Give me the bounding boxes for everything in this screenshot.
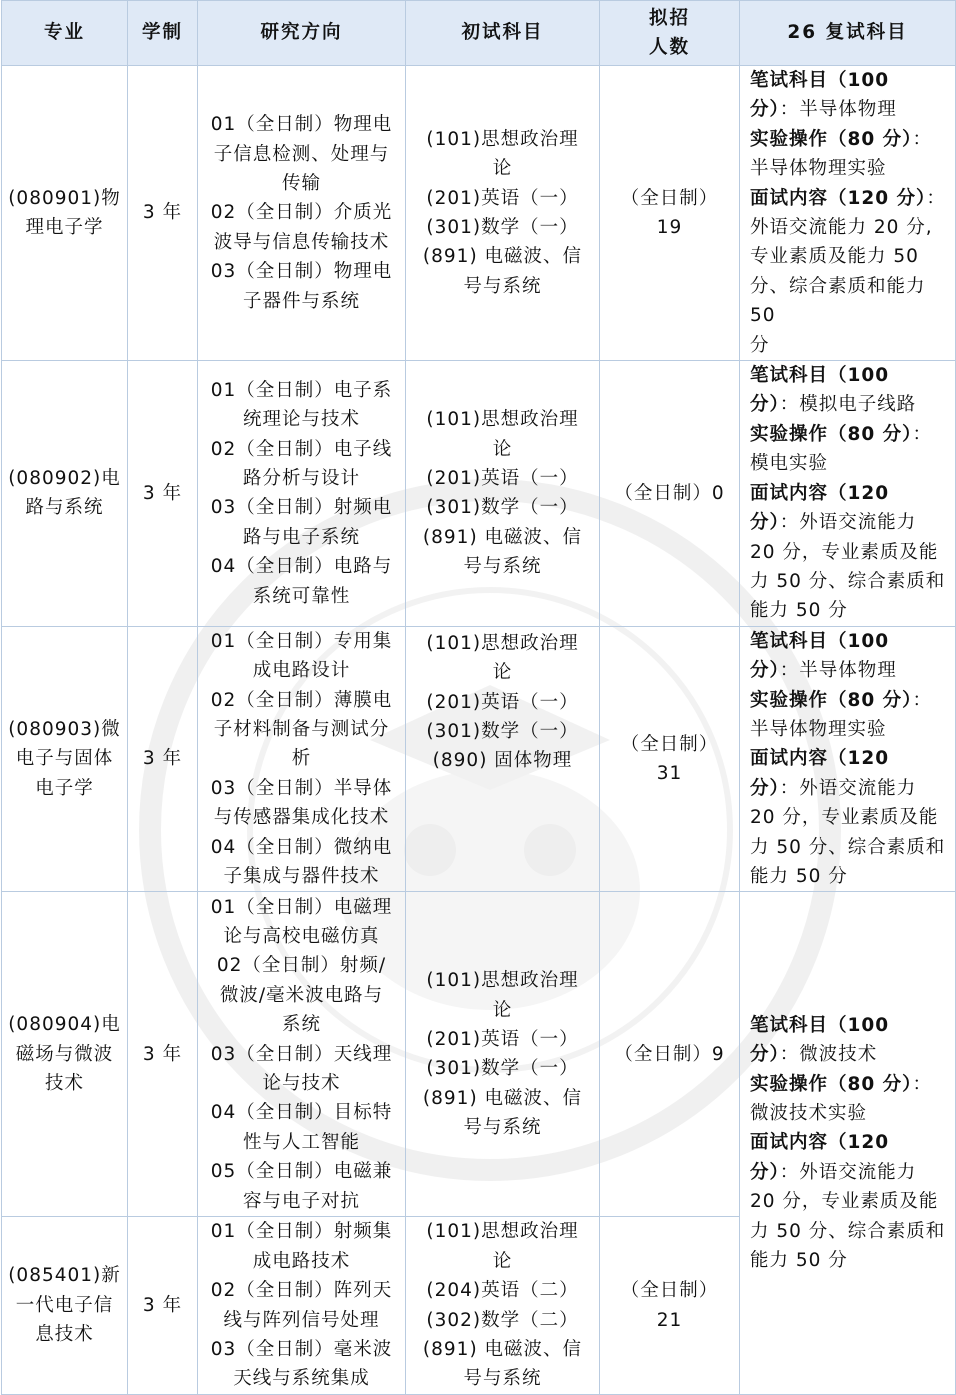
direction-line: 统理论与技术 [242,409,360,431]
exam-line: (201)英语（一） [426,187,579,209]
retest-cell [740,361,956,627]
retest-colon: ： [912,128,932,150]
major-text: (085401)新 [8,1265,121,1287]
direction-line: 波导与信息传输技术 [213,231,390,253]
retest-interview-line: 能力 50 分 [750,600,848,622]
direction-line: 03（全日制）射频电 [210,497,393,519]
retest-lab-value: 微波技术实验 [750,1102,868,1124]
quota-number: 21 [656,1309,683,1331]
retest-colon: ： [926,187,946,209]
direction-line: 01（全日制）电子系 [210,379,393,401]
exam-line: (301)数学（一） [426,217,579,239]
duration-cell: 3 年 [128,1217,198,1394]
major-cell [2,892,128,1217]
retest-interview-line: ：外语交流能力 [779,512,917,534]
retest-interview-line: 专业素质及能力 50 [750,246,919,268]
quota-cell [600,361,740,627]
retest-interview-line: 20 分，专业素质及能 [750,807,939,829]
direction-line: 论与技术 [262,1073,341,1095]
exam-line: (302)数学（二） [426,1309,579,1331]
retest-written-label: 笔试科目（100 [750,365,890,387]
retest-interview-line: 力 50 分、综合素质和 [750,570,946,592]
exam-line: (891) 电磁波、信 [422,526,583,548]
direction-line: 02（全日制）电子线 [210,438,393,460]
direction-cell [198,626,406,892]
major-text: 路与系统 [25,497,104,519]
retest-interview-label: 分） [750,1161,780,1183]
retest-lab-label: 实验操作（80 分） [750,128,913,150]
direction-line: 系统 [281,1014,321,1036]
retest-lab-value: 半导体物理实验 [750,718,887,740]
table-row [2,66,956,361]
retest-written-label: 笔试科目（100 [750,70,890,91]
exam-line: (891) 电磁波、信 [422,1087,583,1109]
retest-lab-label: 实验操作（80 分） [750,689,913,711]
direction-line: 05（全日制）电磁兼 [210,1161,393,1183]
direction-line: 03（全日制）天线理 [210,1043,393,1065]
exam-line: (891) 电磁波、信 [422,246,583,268]
exam-cell [406,626,600,892]
header-major: 专业 [2,1,128,66]
direction-line: 论与高校电磁仿真 [223,926,380,948]
retest-interview-label: 面试内容（120 [750,748,890,770]
retest-lab-value: 模电实验 [750,453,829,475]
retest-colon: ： [912,423,932,445]
exam-line: (301)数学（一） [426,1058,579,1080]
exam-line: 号与系统 [463,1117,542,1139]
retest-written-label: 分） [750,1044,780,1066]
direction-line: 子集成与器件技术 [223,865,380,887]
exam-line: (301)数学（一） [426,720,579,742]
retest-interview-label: 面试内容（120 [750,1132,890,1154]
direction-cell [198,361,406,627]
major-cell [2,626,128,892]
exam-line: 号与系统 [463,275,542,297]
quota-text: （全日制）9 [614,1043,725,1065]
direction-line: 与传感器集成化技术 [213,807,390,829]
quota-number: 19 [656,217,683,239]
direction-line: 04（全日制）目标特 [210,1102,393,1124]
retest-interview-label: 分） [750,512,780,534]
header-retest: 26 复试科目 [740,1,956,66]
major-text: 一代电子信 [15,1294,114,1316]
header-quota-line1: 拟招 [648,7,690,29]
quota-number: 31 [656,763,683,785]
quota-cell [600,626,740,892]
major-text: (080901)物 [8,187,121,209]
direction-line: 03（全日制）毫米波 [210,1339,393,1360]
exam-line: (201)英语（一） [426,1028,579,1050]
exam-line: (890) 固体物理 [432,750,573,772]
major-text: 理电子学 [25,217,104,239]
direction-line: 析 [291,748,312,770]
direction-line: 路分析与设计 [242,467,360,489]
direction-line: 性与人工智能 [242,1131,360,1153]
retest-lab-value: 半导体物理实验 [750,158,887,180]
header-quota [600,1,740,66]
direction-line: 04（全日制）微纳电 [210,836,393,858]
major-text: 电子学 [35,777,94,799]
exam-cell [406,361,600,627]
header-quota-line2: 人数 [648,37,690,58]
direction-line: 子器件与系统 [242,290,360,312]
direction-line: 子信息检测、处理与 [213,143,390,165]
direction-line: 02（全日制）阵列天 [210,1280,393,1302]
quota-cell [600,66,740,361]
direction-line: 子材料制备与测试分 [213,718,390,740]
exam-line: 论 [492,158,513,180]
retest-interview-label: 面试内容（120 [750,482,890,504]
exam-cell [406,66,600,361]
major-text: 电子与固体 [15,748,114,770]
retest-written-label: 笔试科目（100 [750,630,890,652]
table-row [2,626,956,892]
duration-cell: 3 年 [128,66,198,361]
direction-line: 02（全日制）介质光 [210,202,393,224]
direction-line: 路与电子系统 [242,526,360,548]
retest-cell [740,892,956,1394]
retest-cell [740,66,956,361]
retest-lab-label: 实验操作（80 分） [750,423,913,445]
retest-interview-line: ：外语交流能力 [779,1161,917,1183]
major-cell [2,66,128,361]
table-header-row [2,1,956,66]
direction-line: 02（全日制）薄膜电 [210,689,393,711]
major-text: 技术 [44,1073,84,1095]
program-table [1,0,956,1395]
exam-line: 号与系统 [463,1368,542,1390]
direction-line: 03（全日制）物理电 [210,261,393,283]
exam-line: 论 [492,999,513,1021]
direction-line: 01（全日制）射频集 [210,1221,393,1243]
retest-interview-line: 外语交流能力 20 分, [750,217,933,239]
major-text: (080904)电 [8,1014,121,1036]
direction-line: 01（全日制）电磁理 [210,896,393,918]
exam-line: (201)英语（一） [426,691,579,713]
retest-interview-label: 面试内容（120 分） [750,187,927,209]
direction-line: 02（全日制）射频/ [216,955,387,977]
retest-interview-line: 力 50 分、综合素质和 [750,1220,946,1242]
major-cell [2,1217,128,1394]
exam-line: (201)英语（一） [426,467,579,489]
retest-written-label: 分） [750,660,780,682]
quota-cell [600,892,740,1217]
retest-written-value: ：半导体物理 [779,99,897,121]
major-text: 磁场与微波 [15,1043,114,1065]
direction-cell [198,66,406,361]
direction-line: 系统可靠性 [252,585,351,607]
exam-cell [406,892,600,1217]
exam-line: (101)思想政治理 [426,632,579,654]
retest-interview-label: 分） [750,777,780,799]
direction-cell [198,892,406,1217]
direction-line: 成电路设计 [252,660,351,682]
retest-written-value: ：模拟电子线路 [779,394,917,416]
exam-line: (891) 电磁波、信 [422,1339,583,1360]
header-exam: 初试科目 [406,1,600,66]
retest-colon: ： [912,1073,932,1095]
retest-interview-line: 力 50 分、综合素质和 [750,836,946,858]
retest-interview-line: 能力 50 分 [750,865,848,887]
header-duration: 学制 [128,1,198,66]
exam-line: (301)数学（一） [426,497,579,519]
retest-written-value: ：半导体物理 [779,660,897,682]
direction-line: 03（全日制）半导体 [210,777,393,799]
direction-line: 天线与系统集成 [233,1368,370,1390]
quota-text: （全日制） [620,733,719,755]
quota-text: （全日制） [620,1280,719,1302]
retest-interview-line: 20 分，专业素质及能 [750,541,939,563]
retest-written-label: 分） [750,99,780,121]
direction-line: 微波/毫米波电路与 [219,984,384,1006]
exam-line: (204)英语（二） [426,1280,579,1302]
major-cell [2,361,128,627]
retest-interview-line: 20 分，专业素质及能 [750,1191,939,1213]
retest-colon: ： [912,689,932,711]
retest-interview-line: 分 [750,334,770,356]
retest-written-label: 笔试科目（100 [750,1014,890,1036]
direction-line: 01（全日制）物理电 [210,114,393,136]
retest-interview-line: 分、综合素质和能力 50 [750,275,926,327]
major-text: 息技术 [35,1324,94,1346]
exam-line: 论 [492,438,513,460]
exam-line: (101)思想政治理 [426,1221,579,1243]
retest-written-value: ：微波技术 [779,1044,878,1066]
direction-line: 成电路技术 [252,1250,351,1272]
quota-cell [600,1217,740,1394]
direction-line: 线与阵列信号处理 [223,1309,380,1331]
direction-line: 容与电子对抗 [242,1190,360,1212]
major-text: (080903)微 [8,718,121,740]
retest-lab-label: 实验操作（80 分） [750,1073,913,1095]
exam-line: (101)思想政治理 [426,128,579,150]
exam-line: (101)思想政治理 [426,409,579,431]
exam-line: 论 [492,662,513,684]
direction-cell [198,1217,406,1394]
retest-written-label: 分） [750,394,780,416]
exam-line: (101)思想政治理 [426,970,579,992]
duration-cell: 3 年 [128,626,198,892]
direction-line: 04（全日制）电路与 [210,556,393,578]
duration-cell: 3 年 [128,892,198,1217]
exam-line: 号与系统 [463,556,542,578]
exam-cell [406,1217,600,1394]
table-row [2,892,956,1217]
direction-line: 传输 [281,172,321,194]
retest-interview-line: ：外语交流能力 [779,777,917,799]
retest-interview-line: 能力 50 分 [750,1250,848,1272]
header-direction: 研究方向 [198,1,406,66]
direction-line: 01（全日制）专用集 [210,630,393,652]
exam-line: 论 [492,1250,513,1272]
major-text: (080902)电 [8,467,121,489]
quota-text: （全日制） [620,187,719,209]
table-row [2,361,956,627]
quota-text: （全日制）0 [614,482,725,504]
duration-cell: 3 年 [128,361,198,627]
retest-cell [740,626,956,892]
